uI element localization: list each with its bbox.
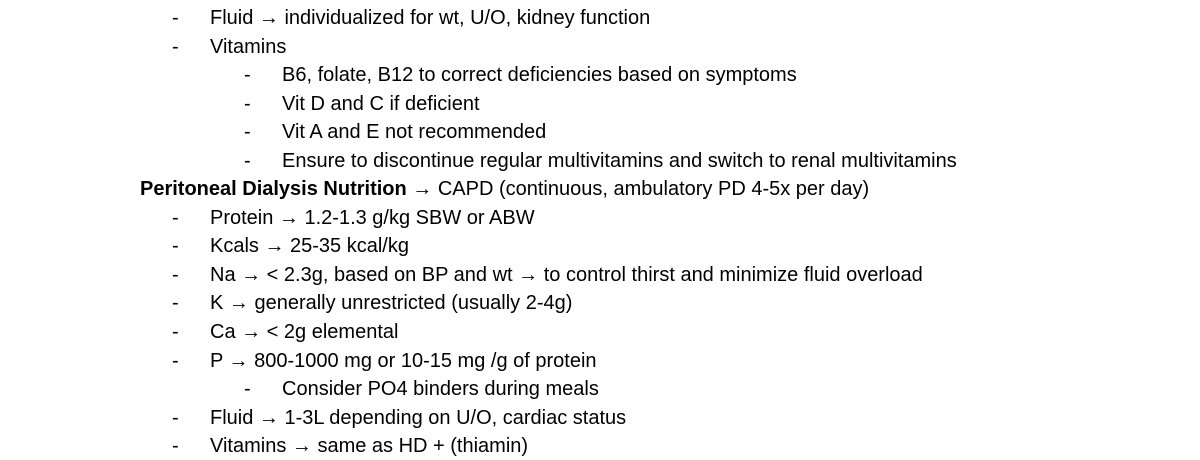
list-item-kcals [0,232,1200,260]
list-item-fluid-pd [0,404,1200,432]
sub-list-item-text: B6, folate, B12 to correct deficiencies based on symptoms [282,64,797,86]
sub-list-item [0,61,1200,89]
bullet-dash: - [244,64,251,86]
list-item-text: Fluid → 1-3L depending on U/O, cardiac status [210,407,627,429]
list-item-sodium [0,261,1200,289]
sub-list-item-binders [0,375,1200,403]
sub-list-item-text: Consider PO4 binders during meals [282,378,599,400]
list-item-phosphorus [0,347,1200,375]
bullet-dash: - [172,292,179,314]
list-item-text: Protein → 1.2-1.3 g/kg SBW or ABW [210,207,535,229]
list-item-text: Kcals → 25-35 kcal/kg [210,235,409,257]
section-heading-text [140,175,869,203]
list-item-text: Vitamins → same as HD + (thiamin) [210,435,529,457]
bullet-dash: - [244,378,251,400]
bullet-dash: - [172,36,179,58]
list-item-text: Na → < 2.3g, based on BP and wt → to control thirst and minimize fluid overload [210,264,923,286]
section-heading-rest: → CAPD (continuous, ambulatory PD 4-5x per day) [406,178,870,200]
section-heading-bold: Peritoneal Dialysis Nutrition [140,178,407,200]
list-item-vitamins-hd [0,33,1200,61]
bullet-dash: - [244,121,251,143]
list-item-calcium [0,318,1200,346]
section-heading-pd [0,175,1200,203]
bullet-dash: - [172,235,179,257]
bullet-dash: - [172,435,179,457]
list-item-vitamins-pd [0,432,1200,460]
bullet-dash: - [172,207,179,229]
bullet-dash: - [172,407,179,429]
list-item-text: P → 800-1000 mg or 10-15 mg /g of protein [210,350,597,372]
list-item-text: Ca → < 2g elemental [210,321,399,343]
sub-list-item-text: Ensure to discontinue regular multivitamins and switch to renal multivitamins [282,150,957,172]
list-item-text: K → generally unrestricted (usually 2-4g) [210,292,573,314]
bullet-dash: - [244,93,251,115]
list-item-potassium [0,289,1200,317]
bullet-dash: - [172,321,179,343]
bullet-dash: - [244,150,251,172]
sub-list-item [0,90,1200,118]
bullet-dash: - [172,350,179,372]
list-item-fluid-hd [0,4,1200,32]
sub-list-item-text: Vit A and E not recommended [282,121,547,143]
bullet-dash: - [172,7,179,29]
list-item-text: Vitamins [210,36,287,58]
sub-list-item-text: Vit D and C if deficient [282,93,480,115]
sub-list-item [0,147,1200,175]
list-item-text: Fluid → individualized for wt, U/O, kidney function [210,7,651,29]
list-item-protein [0,204,1200,232]
bullet-dash: - [172,264,179,286]
sub-list-item [0,118,1200,146]
